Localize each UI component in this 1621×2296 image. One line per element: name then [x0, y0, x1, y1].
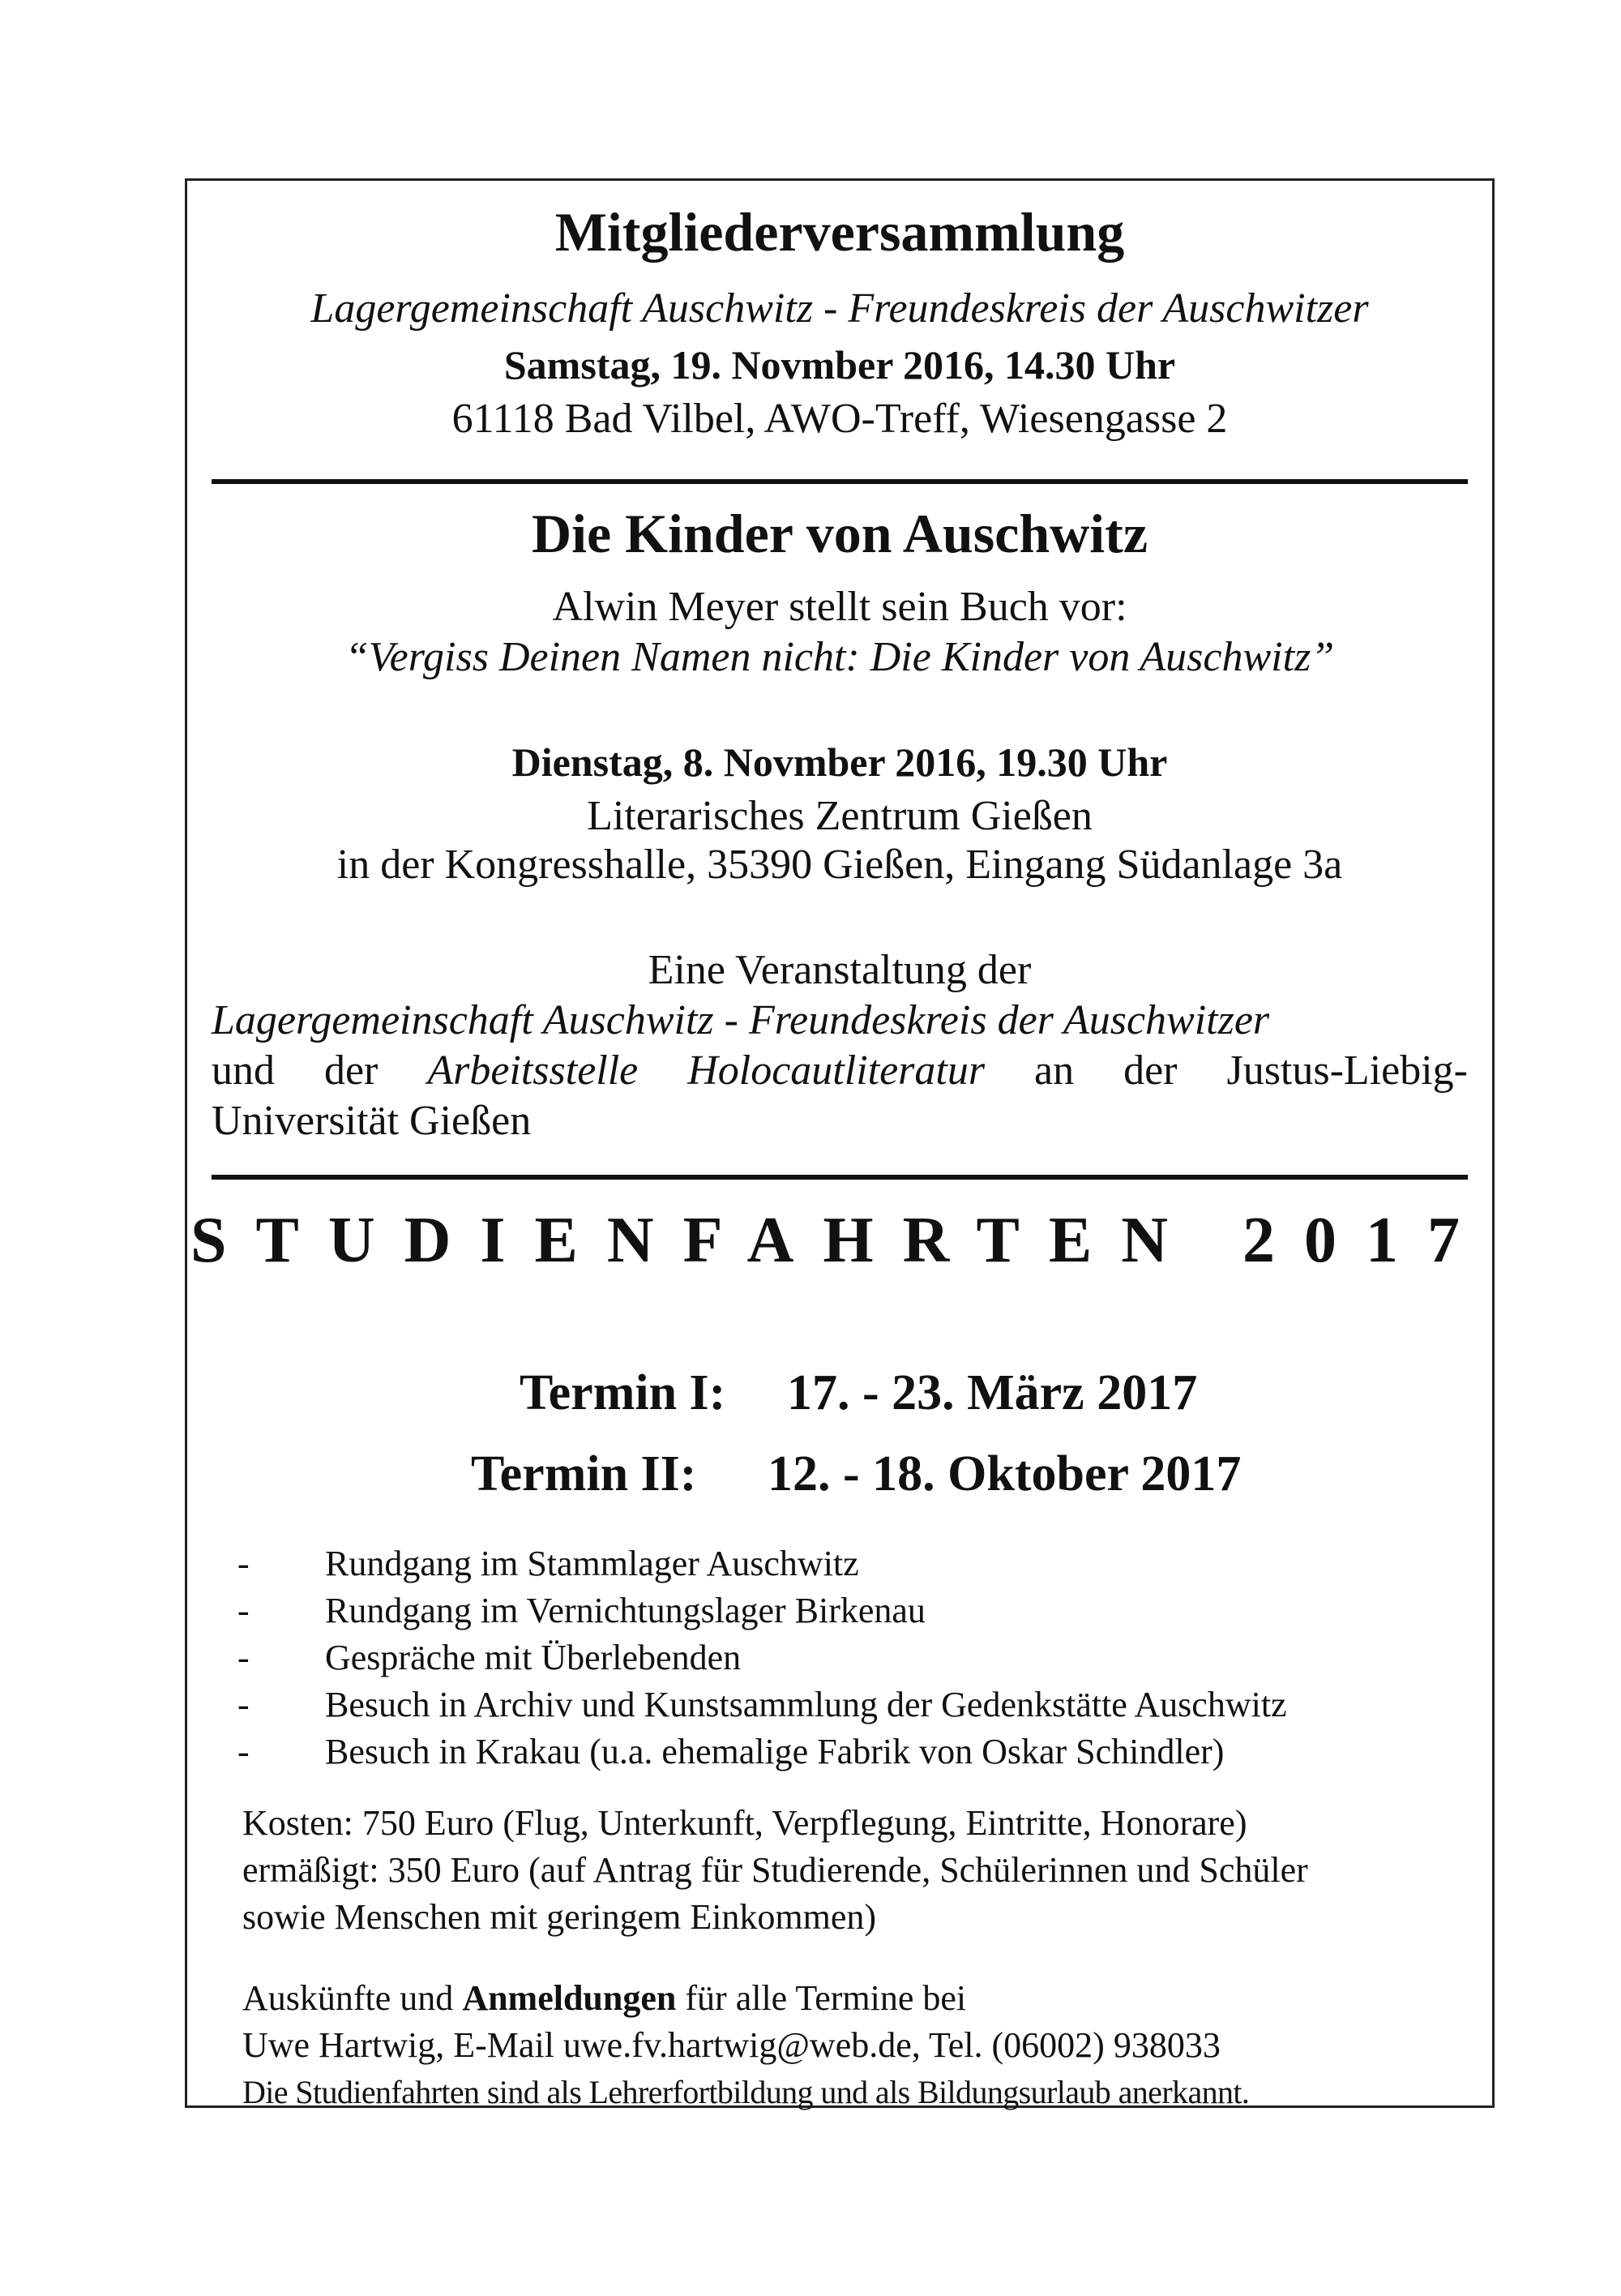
- bullet-marker: -: [237, 1732, 250, 1771]
- section1-datetime: Samstag, 19. Novmber 2016, 14.30 Uhr: [503, 342, 1176, 388]
- organizer-word: an: [1034, 1047, 1075, 1094]
- costs-line1: Kosten: 750 Euro (Flug, Unterkunft, Verpflegung, Eintritte, Honorare): [242, 1803, 1247, 1843]
- list-item: Gespräche mit Überlebenden: [325, 1638, 742, 1677]
- announcement-box: [185, 178, 1495, 2108]
- bullet-marker: -: [237, 1544, 250, 1583]
- list-item: Rundgang im Stammlager Auschwitz: [325, 1544, 859, 1583]
- section2-datetime: Dienstag, 8. Novmber 2016, 19.30 Uhr: [511, 739, 1168, 785]
- organizer-word-italic: Holocautliteratur: [687, 1047, 986, 1094]
- costs-line3: sowie Menschen mit geringem Einkommen): [242, 1897, 877, 1937]
- divider-2: [212, 1175, 1468, 1180]
- organizer-word: Justus-Liebig-: [1226, 1047, 1468, 1094]
- section2-title: Die Kinder von Auschwitz: [531, 503, 1148, 564]
- section2-venue-line1: Literarisches Zentrum Gießen: [587, 793, 1093, 839]
- organizer-word: der: [323, 1047, 379, 1094]
- bullet-marker: -: [237, 1638, 250, 1677]
- list-item: Besuch in Krakau (u.a. ehemalige Fabrik von Oskar Schindler): [325, 1732, 1225, 1771]
- section2-organizer-org: Lagergemeinschaft Auschwitz - Freundeskreis der Auschwitzer: [212, 997, 1270, 1043]
- divider-1: [212, 479, 1468, 484]
- section2-organizer-line4: Universität Gießen: [212, 1098, 532, 1144]
- organizer-word: der: [1123, 1047, 1178, 1094]
- section1-organization: Lagergemeinschaft Auschwitz - Freundeskreis der Auschwitzer: [310, 285, 1369, 332]
- section2-organizer-intro: Eine Veranstaltung der: [648, 947, 1032, 993]
- termin1-date: 17. - 23. März 2017: [787, 1365, 1198, 1420]
- organizer-word: und: [212, 1047, 275, 1094]
- section2-venue-line2: in der Kongresshalle, 35390 Gießen, Eingang Südanlage 3a: [336, 842, 1343, 888]
- termin2-label: Termin II:: [471, 1446, 697, 1501]
- section2-organizer-line3: [212, 1047, 1468, 1094]
- section3-title: STUDIENFAHRTEN 2017: [190, 1205, 1490, 1276]
- recognition-note: Die Studienfahrten sind als Lehrerfortbildung und als Bildungsurlaub anerkannt.: [242, 2074, 1250, 2110]
- bullet-marker: -: [237, 1591, 250, 1630]
- contact-suffix: für alle Termine bei: [685, 1978, 967, 2018]
- termin1-label: Termin I:: [520, 1365, 726, 1420]
- section2-intro: Alwin Meyer stellt sein Buch vor:: [552, 584, 1127, 630]
- bullet-marker: -: [237, 1685, 250, 1724]
- contact-bold: Anmeldungen: [462, 1978, 677, 2018]
- termin2-date: 12. - 18. Oktober 2017: [768, 1446, 1242, 1501]
- contact-prefix: Auskünfte und: [242, 1978, 454, 2018]
- contact-line1: [242, 1977, 966, 2019]
- list-item: Besuch in Archiv und Kunstsammlung der Gedenkstätte Auschwitz: [325, 1685, 1287, 1724]
- section1-title: Mitgliederversammlung: [554, 201, 1125, 263]
- costs-line2: ermäßigt: 350 Euro (auf Antrag für Studierende, Schülerinnen und Schüler: [242, 1850, 1308, 1890]
- section2-book-title: “Vergiss Deinen Namen nicht: Die Kinder von Auschwitz”: [344, 634, 1335, 680]
- organizer-word-italic: Arbeitsstelle: [427, 1047, 639, 1094]
- section1-address: 61118 Bad Vilbel, AWO-Treff, Wiesengasse 2: [451, 396, 1228, 442]
- contact-line2: Uwe Hartwig, E-Mail uwe.fv.hartwig@web.de, Tel. (06002) 938033: [242, 2025, 1221, 2065]
- list-item: Rundgang im Vernichtungslager Birkenau: [325, 1591, 926, 1630]
